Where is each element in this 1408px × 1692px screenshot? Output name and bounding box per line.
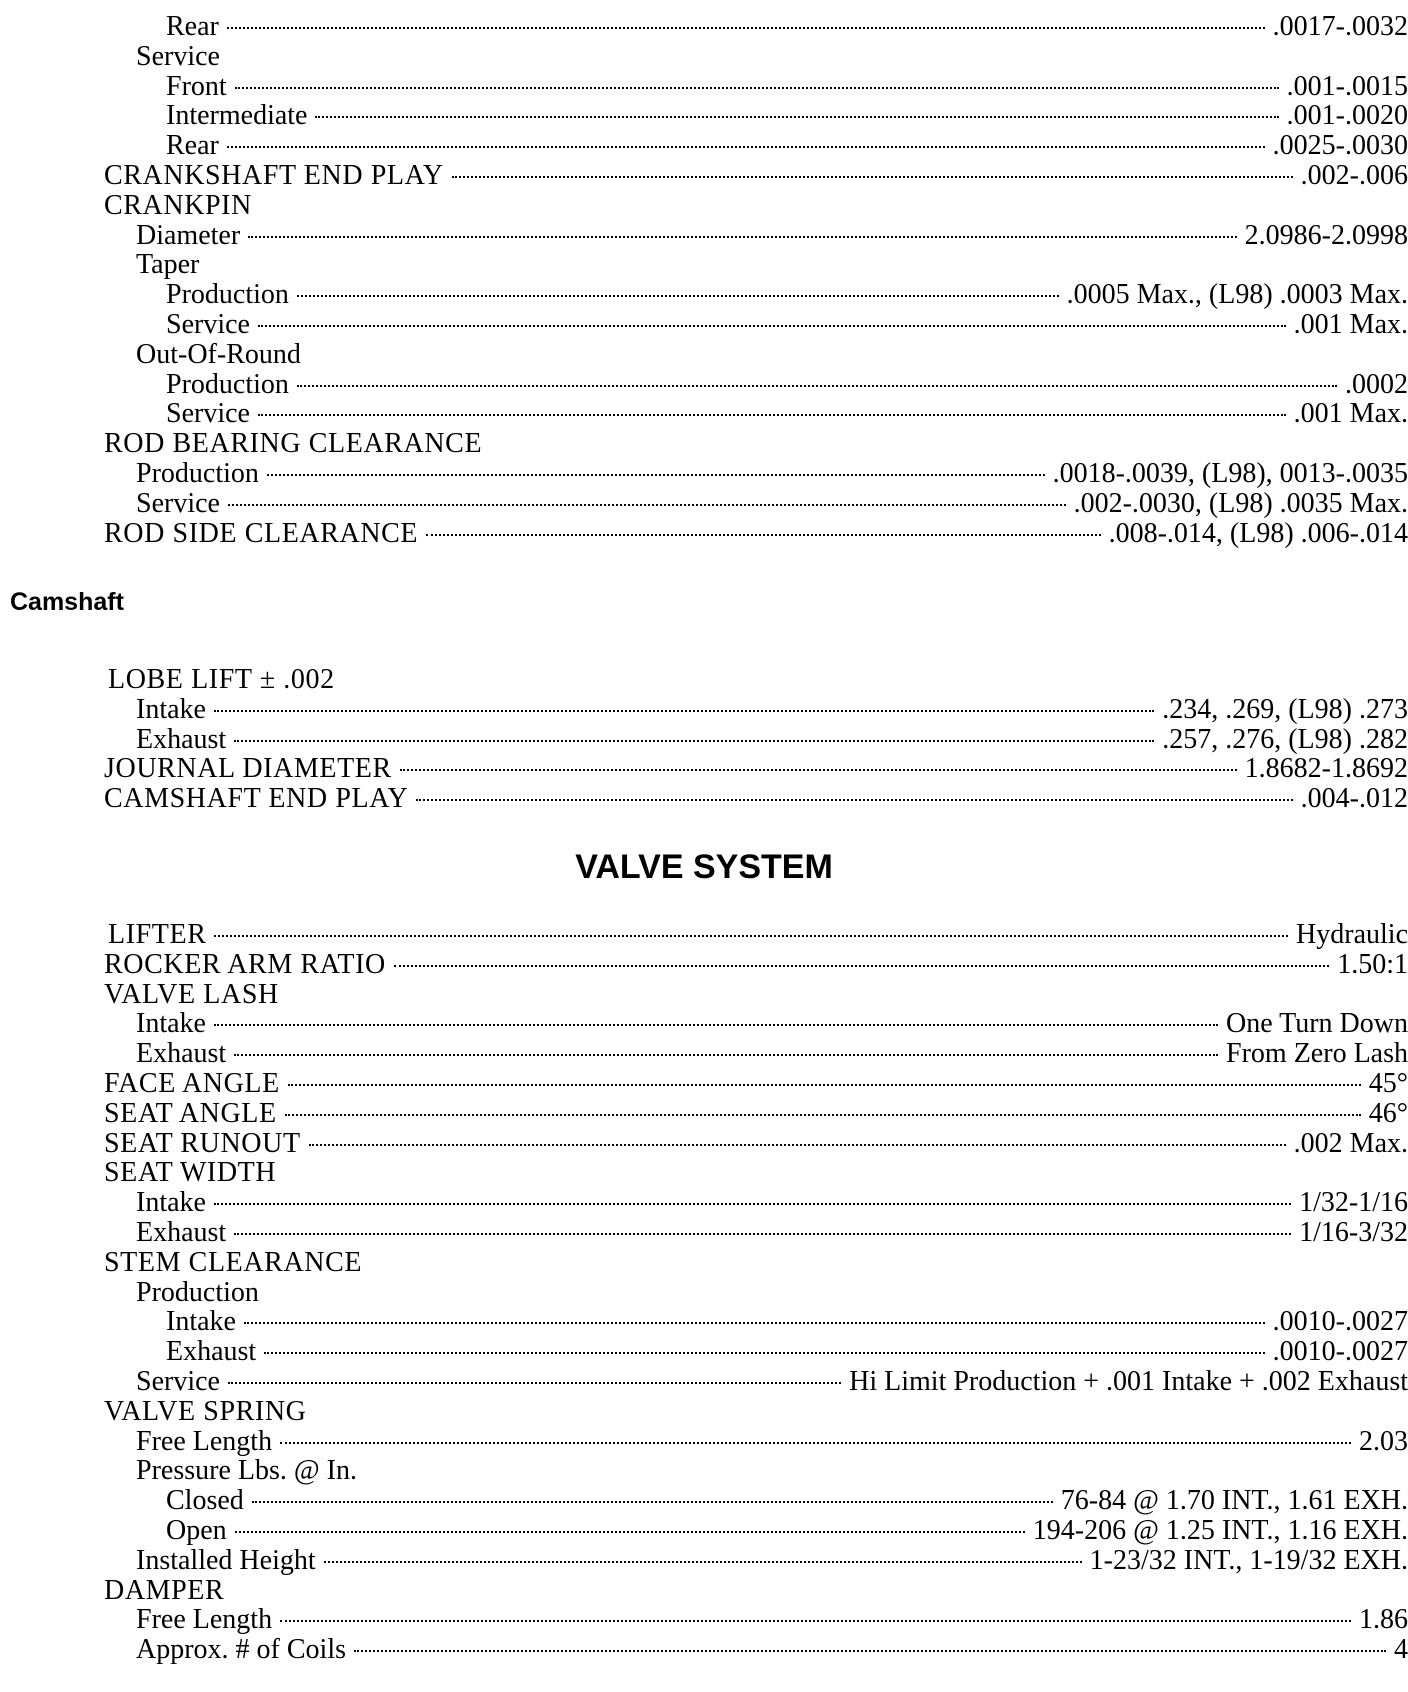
dot-leader [426, 534, 1100, 536]
spec-row [0, 920, 1408, 950]
spec-row [0, 980, 1408, 1010]
spec-label: Production [136, 1276, 259, 1308]
spec-label: Production [166, 368, 289, 400]
dot-leader [280, 1620, 1351, 1622]
spec-row [0, 1456, 1408, 1486]
dot-leader [280, 1442, 1351, 1444]
dot-leader [309, 1144, 1286, 1146]
spec-label: STEM CLEARANCE [104, 1246, 363, 1278]
spec-row [0, 665, 1408, 695]
spec-value: .004-.012 [1300, 783, 1408, 815]
spec-value: .001-.0015 [1286, 70, 1408, 102]
spec-value: 1.8682-1.8692 [1244, 753, 1408, 785]
spec-row [0, 1486, 1408, 1516]
spec-value: Hi Limit Production + .001 Intake + .002 Exhaust [849, 1365, 1408, 1397]
spec-label: Service [136, 487, 220, 519]
dot-leader [235, 1531, 1025, 1533]
dot-leader [227, 27, 1265, 29]
spec-row [0, 370, 1408, 400]
camshaft-spec-list [0, 665, 1408, 814]
dot-leader [297, 385, 1337, 387]
spec-row [0, 72, 1408, 102]
spec-row [0, 754, 1408, 784]
spec-row [0, 695, 1408, 725]
spec-row [0, 1516, 1408, 1546]
spec-label: SEAT RUNOUT [104, 1127, 301, 1159]
spec-value: 1.86 [1359, 1604, 1408, 1636]
spec-value: 46° [1368, 1097, 1408, 1129]
spec-label: Intake [166, 1306, 236, 1338]
spec-label: Front [166, 70, 227, 102]
spec-value: .0025-.0030 [1272, 130, 1408, 162]
spec-row [0, 784, 1408, 814]
spec-row [0, 310, 1408, 340]
spec-row [0, 1337, 1408, 1367]
spec-label: Rear [166, 11, 219, 42]
spec-value: 4 [1394, 1634, 1408, 1666]
spec-value: .0010-.0027 [1272, 1306, 1408, 1338]
spec-label: Closed [166, 1485, 244, 1517]
dot-leader [452, 176, 1293, 178]
spec-row [0, 1129, 1408, 1159]
spec-value: 2.03 [1359, 1425, 1408, 1457]
spec-row [0, 1158, 1408, 1188]
spec-label: Exhaust [136, 723, 227, 755]
spec-value: .008-.014, (L98) .006-.014 [1108, 517, 1408, 549]
spec-value: 2.0986-2.0998 [1244, 219, 1408, 251]
spec-label: VALVE SPRING [104, 1395, 307, 1427]
spec-value: .0018-.0039, (L98), 0013-.0035 [1052, 457, 1408, 489]
spec-value: .001 Max. [1293, 398, 1408, 430]
spec-value: 1-23/32 INT., 1-19/32 EXH. [1089, 1544, 1408, 1576]
spec-row [0, 1278, 1408, 1308]
spec-row [0, 1069, 1408, 1099]
spec-label: Rear [166, 130, 219, 162]
spec-value: .0005 Max., (L98) .0003 Max. [1066, 279, 1408, 311]
spec-label: DAMPER [104, 1574, 225, 1606]
spec-label: CRANKSHAFT END PLAY [104, 159, 444, 191]
spec-value: .001 Max. [1293, 308, 1408, 340]
spec-row [0, 1367, 1408, 1397]
valve-system-spec-list [0, 920, 1408, 1665]
dot-leader [354, 1650, 1386, 1652]
spec-value: .234, .269, (L98) .273 [1162, 693, 1408, 725]
spec-label: CRANKPIN [104, 189, 252, 221]
spec-label: ROD SIDE CLEARANCE [104, 517, 419, 549]
dot-leader [244, 1322, 1265, 1324]
spec-value: Hydraulic [1296, 919, 1408, 950]
spec-row [0, 1188, 1408, 1218]
camshaft-heading: Camshaft [10, 588, 124, 616]
spec-label: Free Length [136, 1604, 273, 1636]
dot-leader [400, 769, 1237, 771]
spec-label: Diameter [136, 219, 241, 251]
spec-label: Service [136, 1365, 220, 1397]
spec-label: Pressure Lbs. @ In. [136, 1455, 357, 1487]
spec-label: Intake [136, 1008, 206, 1040]
spec-label: Production [136, 457, 259, 489]
dot-leader [258, 414, 1286, 416]
spec-row [0, 221, 1408, 251]
spec-row [0, 489, 1408, 519]
spec-label: Intermediate [166, 100, 308, 132]
spec-row [0, 191, 1408, 221]
dot-leader [228, 504, 1066, 506]
spec-row [0, 1307, 1408, 1337]
dot-leader [416, 799, 1292, 801]
spec-label: Exhaust [166, 1336, 257, 1368]
spec-row [0, 950, 1408, 980]
spec-value: .002-.006 [1300, 159, 1408, 191]
spec-label: VALVE LASH [104, 978, 279, 1010]
dot-leader [248, 236, 1237, 238]
dot-leader [285, 1114, 1361, 1116]
spec-value: One Turn Down [1225, 1008, 1408, 1040]
spec-row [0, 12, 1408, 42]
dot-leader [315, 116, 1278, 118]
spec-value: 1/32-1/16 [1299, 1187, 1408, 1219]
spec-label: Intake [136, 693, 206, 725]
spec-row [0, 1039, 1408, 1069]
spec-value: .002 Max. [1293, 1127, 1408, 1159]
dot-leader [235, 87, 1279, 89]
spec-row [0, 250, 1408, 280]
spec-row [0, 1605, 1408, 1635]
spec-row [0, 725, 1408, 755]
spec-label: Service [136, 40, 220, 72]
spec-label: LOBE LIFT ± .002 [108, 664, 335, 695]
dot-leader [297, 295, 1059, 297]
spec-row [0, 280, 1408, 310]
dot-leader [214, 1024, 1218, 1026]
spec-label: ROD BEARING CLEARANCE [104, 428, 483, 460]
spec-value: .0002 [1345, 368, 1408, 400]
spec-value: .002-.0030, (L98) .0035 Max. [1073, 487, 1408, 519]
dot-leader [214, 710, 1154, 712]
spec-label: Production [166, 279, 289, 311]
spec-label: ROCKER ARM RATIO [104, 948, 386, 980]
spec-row [0, 429, 1408, 459]
spec-row [0, 399, 1408, 429]
spec-label: SEAT WIDTH [104, 1157, 277, 1189]
dot-leader [234, 1054, 1218, 1056]
dot-leader [214, 1203, 1291, 1205]
spec-row [0, 519, 1408, 549]
spec-label: Installed Height [136, 1544, 316, 1576]
spec-row [0, 459, 1408, 489]
valve-system-heading: VALVE SYSTEM [575, 848, 833, 886]
spec-value: 1.50:1 [1337, 948, 1408, 980]
spec-row [0, 42, 1408, 72]
dot-leader [234, 740, 1154, 742]
spec-row [0, 1397, 1408, 1427]
spec-label: Exhaust [136, 1038, 227, 1070]
spec-label: CAMSHAFT END PLAY [104, 783, 409, 815]
spec-label: JOURNAL DIAMETER [104, 753, 392, 785]
spec-row [0, 161, 1408, 191]
dot-leader [234, 1233, 1291, 1235]
dot-leader [394, 965, 1329, 967]
spec-row [0, 1427, 1408, 1457]
spec-label: LIFTER [108, 919, 207, 950]
dot-leader [252, 1501, 1053, 1503]
crankshaft-spec-list [0, 12, 1408, 548]
spec-label: FACE ANGLE [104, 1067, 280, 1099]
spec-row [0, 1099, 1408, 1129]
spec-row [0, 1009, 1408, 1039]
spec-label: SEAT ANGLE [104, 1097, 277, 1129]
spec-row [0, 101, 1408, 131]
spec-row [0, 1635, 1408, 1665]
spec-value: .257, .276, (L98) .282 [1162, 723, 1408, 755]
dot-leader [214, 935, 1288, 937]
dot-leader [288, 1084, 1361, 1086]
spec-label: Free Length [136, 1425, 273, 1457]
spec-value: 45° [1368, 1067, 1408, 1099]
spec-value: .0010-.0027 [1272, 1336, 1408, 1368]
spec-label: Exhaust [136, 1216, 227, 1248]
dot-leader [228, 1382, 841, 1384]
spec-value: From Zero Lash [1226, 1038, 1408, 1070]
spec-value: .001-.0020 [1286, 100, 1408, 132]
spec-row [0, 1576, 1408, 1606]
spec-row [0, 131, 1408, 161]
dot-leader [324, 1561, 1082, 1563]
spec-label: Out-Of-Round [136, 338, 301, 370]
spec-row [0, 1248, 1408, 1278]
dot-leader [227, 146, 1265, 148]
spec-label: Open [166, 1514, 227, 1546]
spec-row [0, 340, 1408, 370]
spec-value: 194-206 @ 1.25 INT., 1.16 EXH. [1032, 1514, 1408, 1546]
dot-leader [267, 474, 1045, 476]
spec-label: Service [166, 308, 250, 340]
spec-row [0, 1546, 1408, 1576]
spec-label: Service [166, 398, 250, 430]
dot-leader [264, 1352, 1264, 1354]
spec-label: Intake [136, 1187, 206, 1219]
spec-label: Taper [136, 249, 200, 281]
spec-value: 76-84 @ 1.70 INT., 1.61 EXH. [1060, 1485, 1408, 1517]
spec-row [0, 1218, 1408, 1248]
spec-value: 1/16-3/32 [1299, 1216, 1408, 1248]
spec-value: .0017-.0032 [1272, 11, 1408, 42]
spec-label: Approx. # of Coils [136, 1634, 346, 1666]
dot-leader [258, 325, 1286, 327]
